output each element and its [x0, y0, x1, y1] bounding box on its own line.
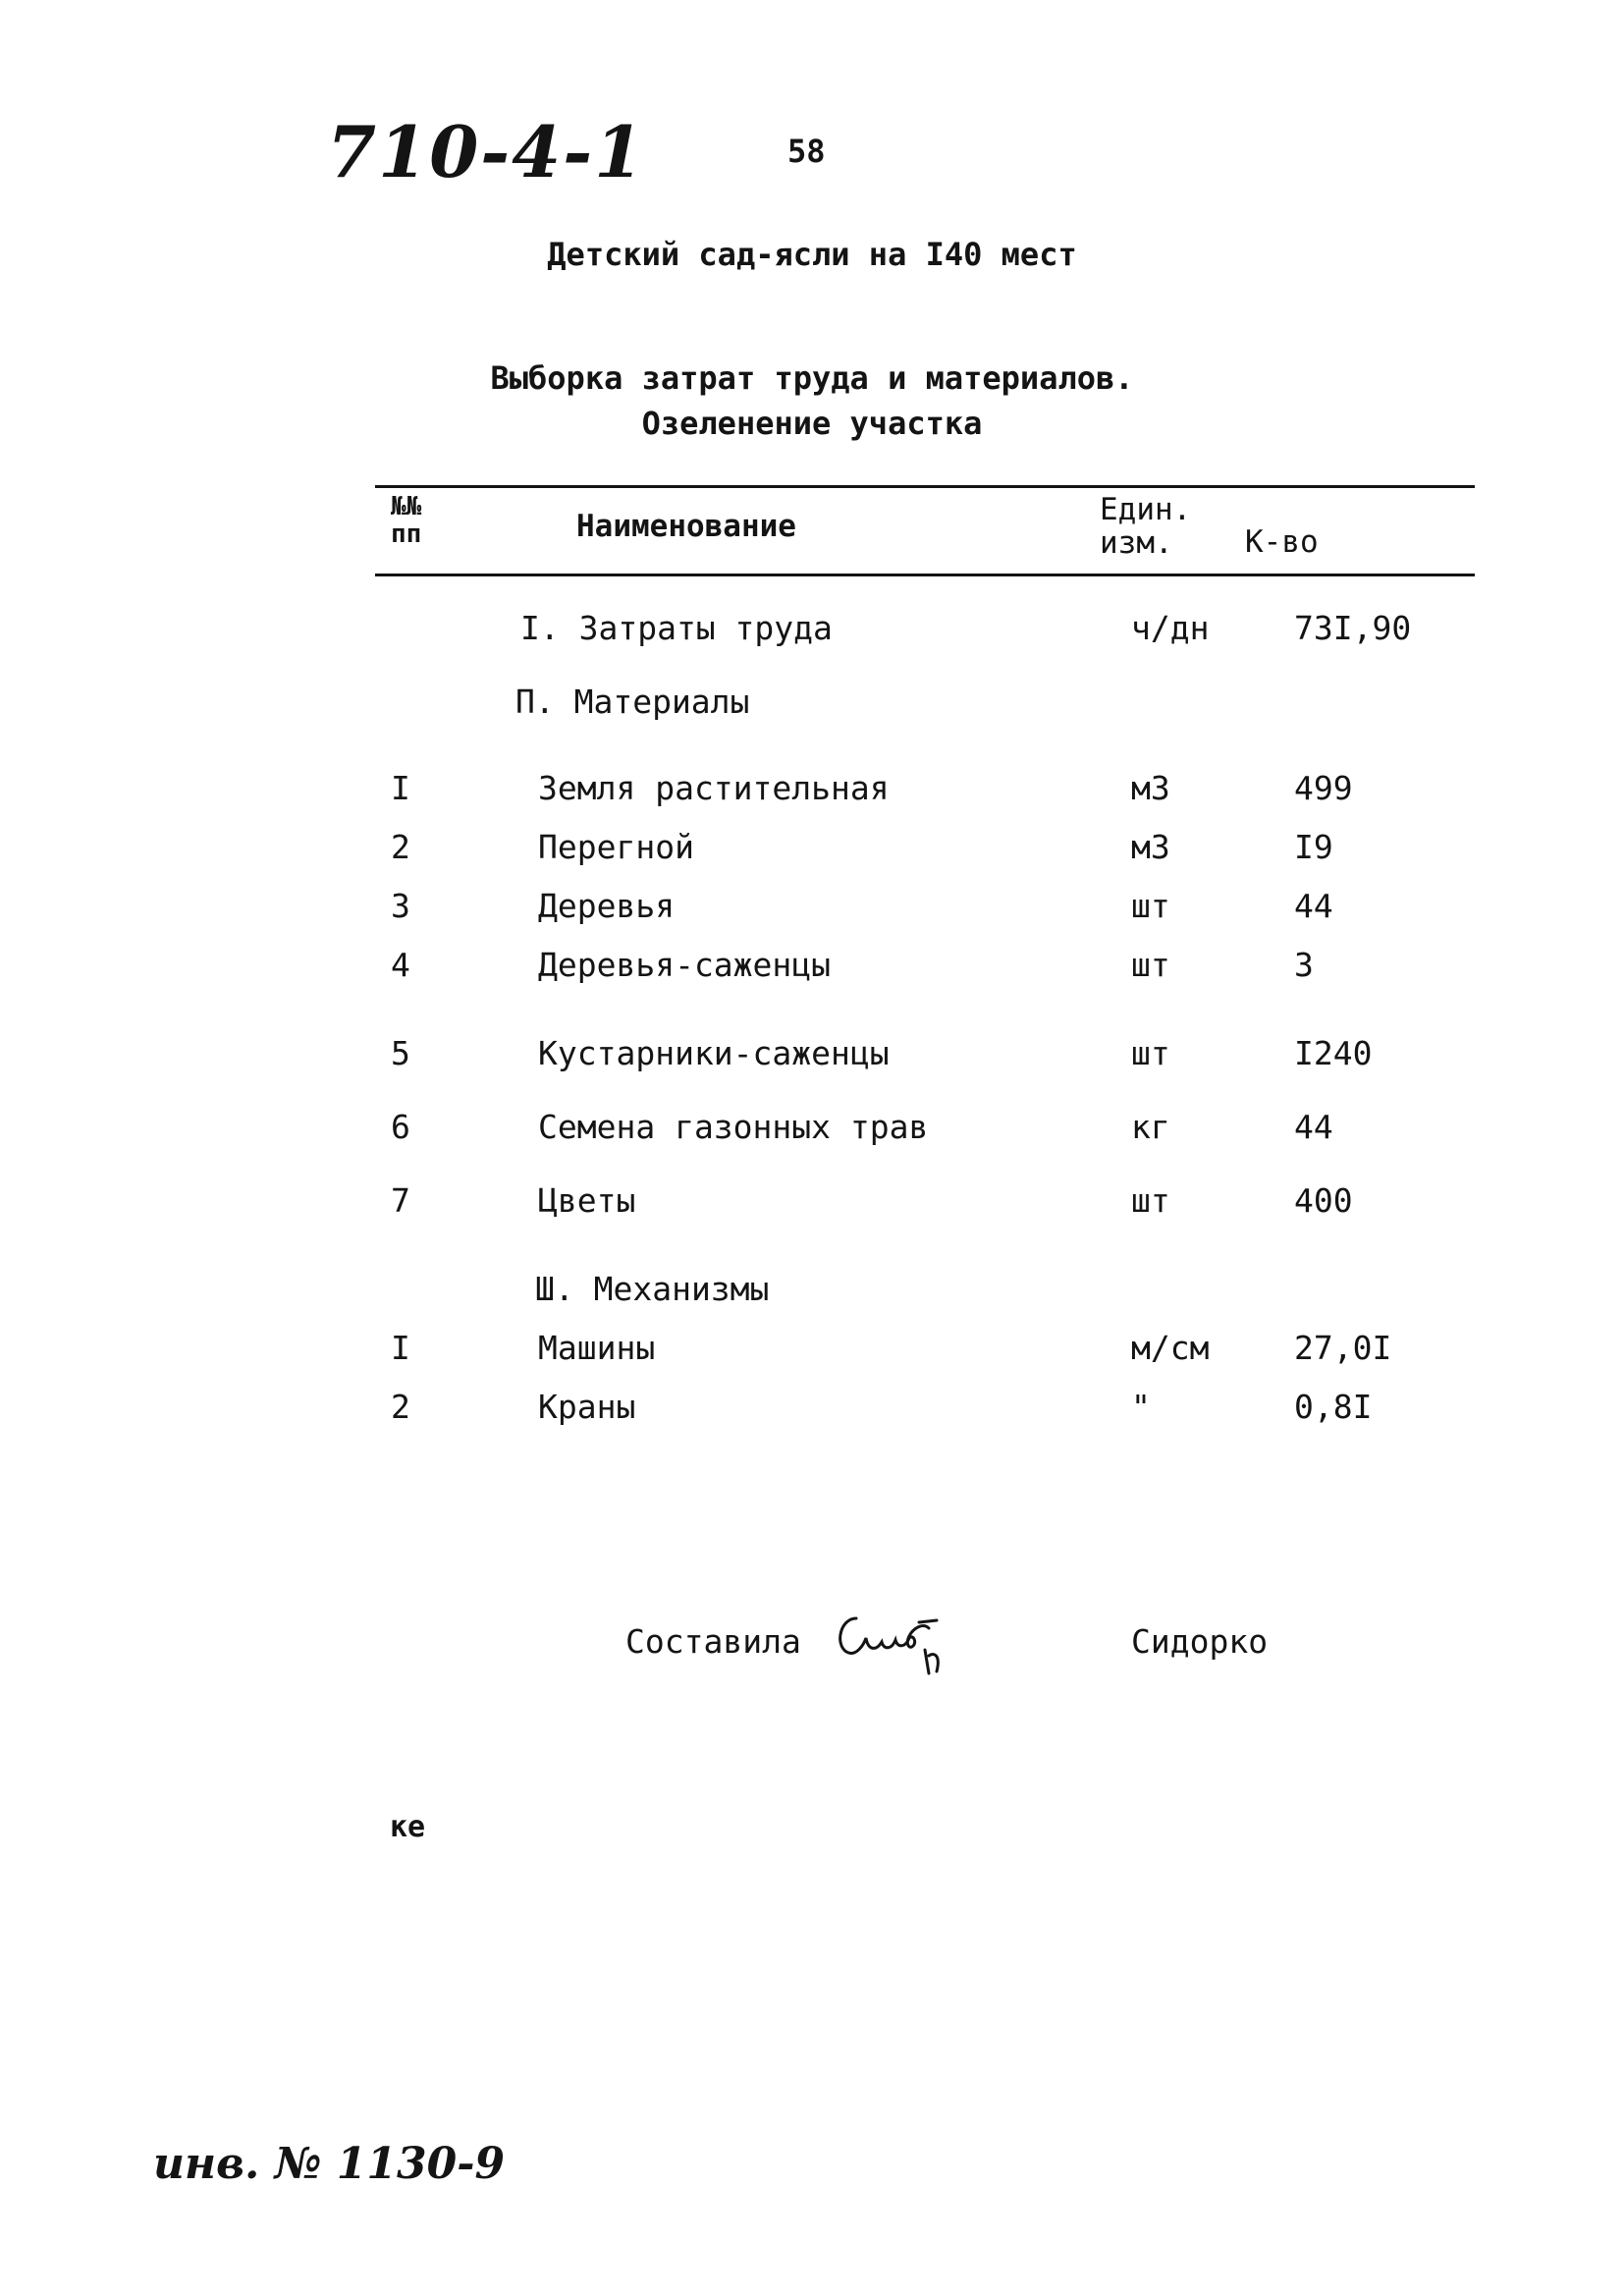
- document-subtitle: Выборка затрат труда и материалов.: [490, 359, 1134, 397]
- row-number: 4: [391, 946, 410, 984]
- row-name: Семена газонных трав: [538, 1108, 929, 1146]
- row-number: 2: [391, 828, 410, 866]
- page-number: 58: [787, 133, 826, 170]
- row-unit: ": [1131, 1388, 1151, 1426]
- row-number: 2: [391, 1388, 410, 1426]
- row-quantity: 0,8I: [1294, 1388, 1373, 1426]
- document-subtitle-line2: Озеленение участка: [641, 405, 983, 442]
- row-quantity: 27,0I: [1294, 1329, 1392, 1367]
- row-quantity: 400: [1294, 1181, 1353, 1220]
- row-name: Цветы: [538, 1181, 636, 1220]
- signer-name: Сидорко: [1131, 1622, 1269, 1661]
- row-unit: м3: [1131, 828, 1170, 866]
- table-header-rule: [375, 574, 1475, 576]
- section-quantity: 73I,90: [1294, 609, 1412, 647]
- column-header-name: Наименование: [576, 509, 796, 544]
- section-title: Ш. Механизмы: [535, 1270, 770, 1308]
- row-unit: шт: [1131, 887, 1170, 925]
- row-number: I: [391, 1329, 410, 1367]
- row-unit: кг: [1131, 1108, 1170, 1146]
- row-unit: шт: [1131, 1181, 1170, 1220]
- row-name: Земля растительная: [538, 769, 890, 807]
- row-number: 5: [391, 1034, 410, 1072]
- row-name: Кустарники-саженцы: [538, 1034, 890, 1072]
- row-number: 7: [391, 1181, 410, 1220]
- signature-label: Составила: [625, 1622, 801, 1661]
- row-number: 3: [391, 887, 410, 925]
- document-title: Детский сад-ясли на I40 мест: [547, 236, 1077, 273]
- row-unit: м3: [1131, 769, 1170, 807]
- column-header-unit: Един. изм.: [1100, 492, 1192, 561]
- section-title: П. Материалы: [515, 683, 750, 721]
- row-quantity: 44: [1294, 1108, 1333, 1146]
- row-name: Деревья-саженцы: [538, 946, 832, 984]
- signature-image: [827, 1601, 964, 1679]
- row-unit: шт: [1131, 1034, 1170, 1072]
- section-title: I. Затраты труда: [520, 609, 833, 647]
- row-name: Перегной: [538, 828, 694, 866]
- row-quantity: 499: [1294, 769, 1353, 807]
- row-quantity: 3: [1294, 946, 1314, 984]
- row-unit: шт: [1131, 946, 1170, 984]
- row-number: 6: [391, 1108, 410, 1146]
- section-unit: ч/дн: [1131, 609, 1210, 647]
- row-quantity: 44: [1294, 887, 1333, 925]
- column-header-number: №№ пп: [391, 492, 422, 549]
- row-unit: м/см: [1131, 1329, 1210, 1367]
- row-name: Краны: [538, 1388, 636, 1426]
- footer-mark: ке: [390, 1810, 426, 1844]
- document-code: 710-4-1: [327, 110, 646, 193]
- inventory-number: инв. № 1130-9: [153, 2139, 506, 2189]
- row-name: Деревья: [538, 887, 676, 925]
- table-top-rule: [375, 485, 1475, 488]
- row-quantity: I240: [1294, 1034, 1373, 1072]
- row-name: Машины: [538, 1329, 656, 1367]
- column-header-quantity: К-во: [1245, 524, 1319, 560]
- row-quantity: I9: [1294, 828, 1333, 866]
- row-number: I: [391, 769, 410, 807]
